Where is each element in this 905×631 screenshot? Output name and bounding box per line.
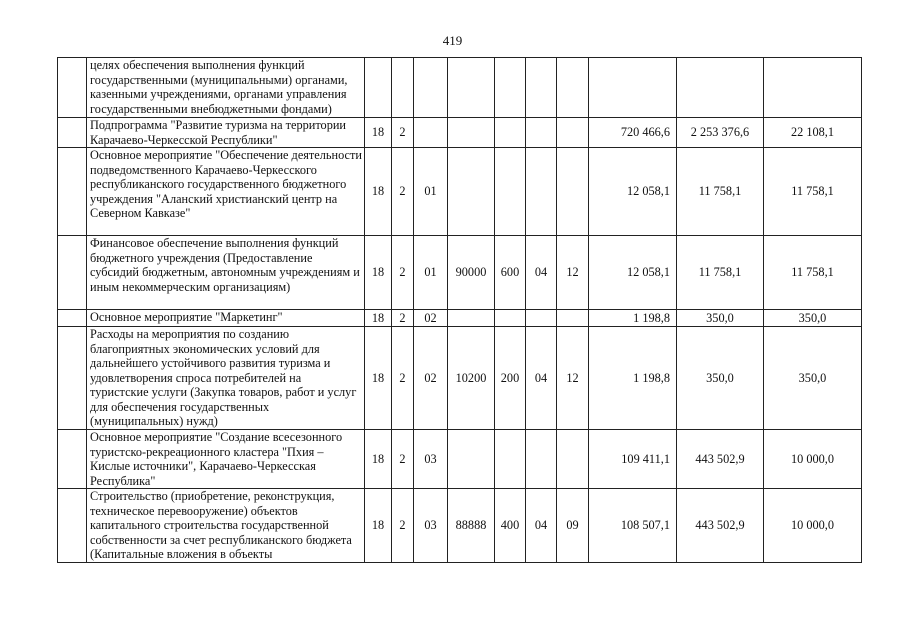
code-cell [414,58,448,118]
amount-cell: 11 758,1 [677,236,764,310]
code-cell [526,310,557,327]
code-cell [495,430,526,489]
code-cell: 03 [414,430,448,489]
index-cell [58,236,87,310]
code-cell: 400 [495,489,526,563]
code-cell: 12 [557,236,589,310]
code-cell [495,58,526,118]
code-cell: 12 [557,327,589,430]
item-name: Строительство (приобретение, реконструкция, техническое перевооружение) объектов капитального строительства государственной собственности за счет республиканского бюджета (Капитальные вложения в объекты [87,489,365,563]
index-cell [58,118,87,148]
table-row [58,489,862,563]
table-row [58,236,862,310]
amount-cell: 1 198,8 [589,310,677,327]
table-row [58,310,862,327]
code-cell: 18 [365,236,392,310]
code-cell: 04 [526,489,557,563]
code-cell [526,58,557,118]
amount-cell: 11 758,1 [677,148,764,236]
amount-cell [764,58,862,118]
amount-cell [677,58,764,118]
item-name: Расходы на мероприятия по созданию благоприятных экономических условий для дальнейшего устойчивого развития туризма и удовлетворения спроса потребителей на туристские услуги (Закупка товаров, работ и услуг для обеспечения государственных (муниципальных) нужд) [87,327,365,430]
amount-cell: 10 000,0 [764,430,862,489]
amount-cell [589,58,677,118]
table-row [58,327,862,430]
item-name: Основное мероприятие "Маркетинг" [87,310,365,327]
code-cell: 18 [365,118,392,148]
code-cell: 04 [526,236,557,310]
item-name: целях обеспечения выполнения функций государственными (муниципальными) органами, казенными учреждениями, органами управления государственными внебюджетными фондами) [87,58,365,118]
code-cell [557,148,589,236]
code-cell: 2 [392,430,414,489]
index-cell [58,310,87,327]
amount-cell: 10 000,0 [764,489,862,563]
code-cell: 2 [392,327,414,430]
amount-cell: 350,0 [677,310,764,327]
amount-cell: 350,0 [764,310,862,327]
code-cell [526,430,557,489]
amount-cell: 443 502,9 [677,430,764,489]
table-row [58,118,862,148]
table-row [58,430,862,489]
amount-cell: 108 507,1 [589,489,677,563]
code-cell: 2 [392,118,414,148]
code-cell: 10200 [448,327,495,430]
code-cell: 2 [392,310,414,327]
item-name: Финансовое обеспечение выполнения функций бюджетного учреждения (Предоставление субсидий бюджетным, автономным учреждениям и иным некоммерческим организациям) [87,236,365,310]
code-cell [557,58,589,118]
code-cell [495,310,526,327]
table-row [58,148,862,236]
code-cell [365,58,392,118]
code-cell [448,58,495,118]
code-cell: 18 [365,489,392,563]
code-cell: 01 [414,148,448,236]
amount-cell: 350,0 [677,327,764,430]
code-cell: 88888 [448,489,495,563]
amount-cell: 109 411,1 [589,430,677,489]
index-cell [58,58,87,118]
code-cell [495,148,526,236]
item-name: Основное мероприятие "Обеспечение деятельности подведомственного Карачаево-Черкесского республиканского государственного бюджетного учреждения "Аланский христианский центр на Северном Кавказе" [87,148,365,236]
code-cell [448,310,495,327]
index-cell [58,489,87,563]
code-cell: 200 [495,327,526,430]
code-cell: 2 [392,148,414,236]
code-cell: 2 [392,236,414,310]
code-cell: 90000 [448,236,495,310]
code-cell: 02 [414,327,448,430]
amount-cell: 350,0 [764,327,862,430]
code-cell: 01 [414,236,448,310]
amount-cell: 22 108,1 [764,118,862,148]
code-cell: 18 [365,148,392,236]
amount-cell: 720 466,6 [589,118,677,148]
code-cell [448,118,495,148]
code-cell: 09 [557,489,589,563]
code-cell: 2 [392,489,414,563]
code-cell [495,118,526,148]
code-cell: 18 [365,430,392,489]
code-cell [557,310,589,327]
amount-cell: 12 058,1 [589,236,677,310]
index-cell [58,148,87,236]
code-cell [557,430,589,489]
page-number: 419 [442,33,463,48]
code-cell: 04 [526,327,557,430]
code-cell: 02 [414,310,448,327]
code-cell: 18 [365,327,392,430]
amount-cell: 443 502,9 [677,489,764,563]
code-cell [414,118,448,148]
amount-cell: 11 758,1 [764,148,862,236]
table-row [58,58,862,118]
code-cell: 600 [495,236,526,310]
code-cell [392,58,414,118]
code-cell: 03 [414,489,448,563]
budget-table [57,57,862,563]
amount-cell: 12 058,1 [589,148,677,236]
code-cell [526,148,557,236]
item-name: Основное мероприятие "Создание всесезонного туристско-рекреационного кластера "Пхия – Кислые источники", Карачаево-Черкесская Республика" [87,430,365,489]
code-cell [557,118,589,148]
code-cell: 18 [365,310,392,327]
code-cell [526,118,557,148]
code-cell [448,430,495,489]
amount-cell: 1 198,8 [589,327,677,430]
index-cell [58,327,87,430]
amount-cell: 2 253 376,6 [677,118,764,148]
index-cell [58,430,87,489]
item-name: Подпрограмма "Развитие туризма на территории Карачаево-Черкесской Республики" [87,118,365,148]
amount-cell: 11 758,1 [764,236,862,310]
code-cell [448,148,495,236]
